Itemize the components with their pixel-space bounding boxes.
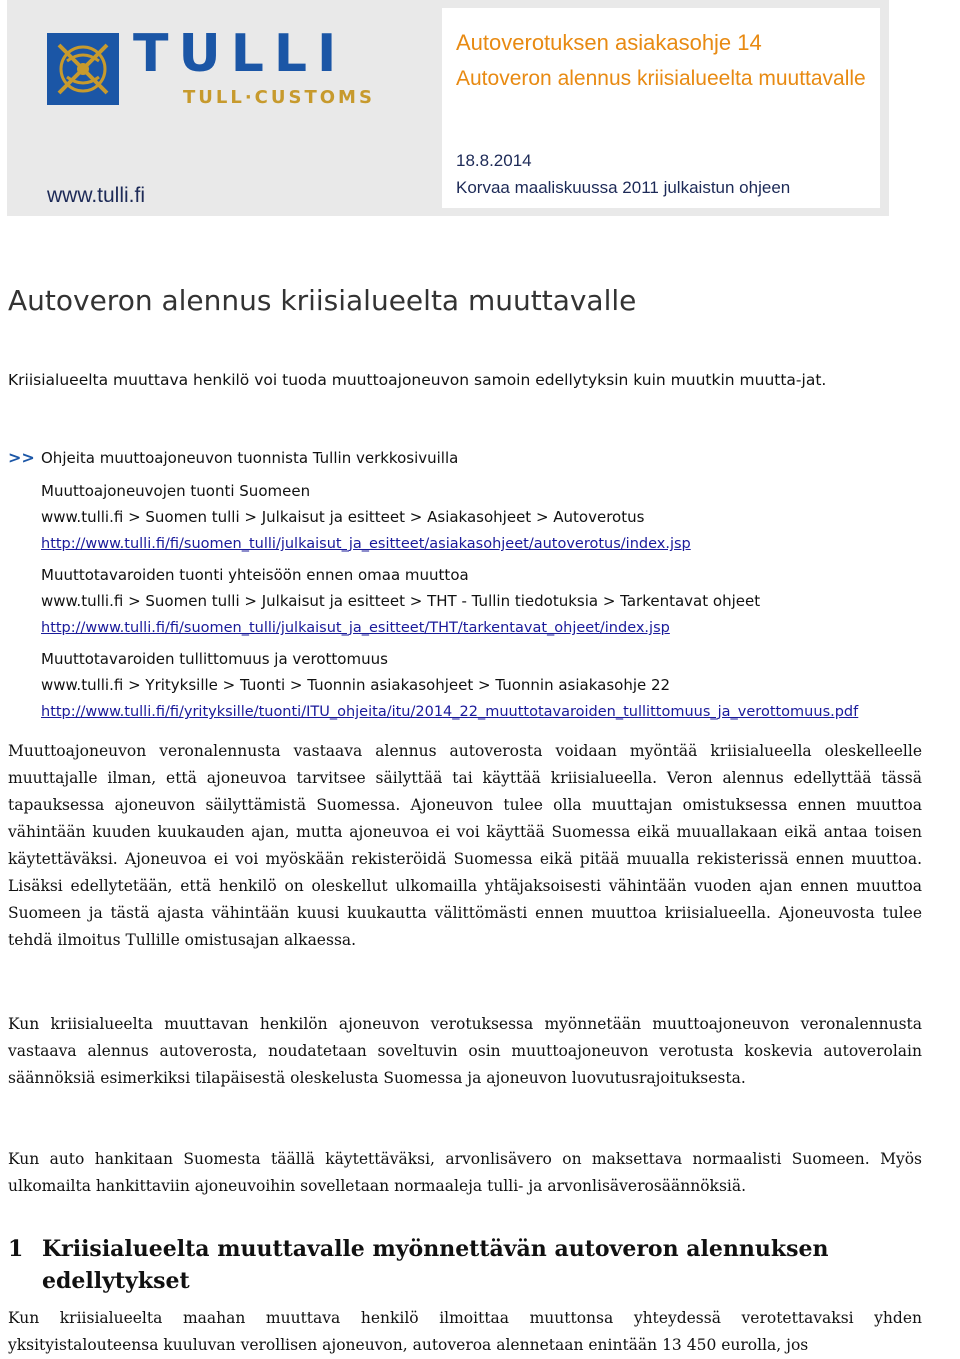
link-group xyxy=(41,478,958,556)
links-header xyxy=(8,444,958,472)
customs-emblem-icon xyxy=(47,33,119,105)
link-breadcrumb: www.tulli.fi > Yrityksille > Tuonti > Tuonnin asiakasohjeet > Tuonnin asiakasohje 22 xyxy=(41,676,671,694)
page-title: Autoveron alennus kriisialueelta muuttavalle xyxy=(8,284,637,317)
body-paragraph: Kun kriisialueelta muuttavan henkilön ajoneuvon verotuksessa myönnetään muuttoajoneuvon veronalennusta vastaava alennus autoverosta, noudatetaan soveltuvin osin muuttoajoneuvon verotusta koskevia autoverolain säännöksiä esimerkiksi tilapäisestä oleskelusta Suomessa ja ajoneuvon luovutusrajoituksesta. xyxy=(8,1015,922,1087)
header-left xyxy=(7,0,431,216)
double-arrow-icon: >> xyxy=(8,448,35,467)
section-number: 1 xyxy=(8,1236,24,1262)
section-title: Kriisialueelta muuttavalle myönnettävän autoveron alennuksen edellytykset xyxy=(42,1236,829,1294)
link-title: Muuttotavaroiden tuonti yhteisöön ennen omaa muuttoa xyxy=(41,566,469,584)
links-heading: Ohjeita muuttoajoneuvon tuonnista Tullin verkkosivuilla xyxy=(41,449,459,467)
link-url[interactable]: http://www.tulli.fi/fi/suomen_tulli/julkaisut_ja_esitteet/asiakasohjeet/autoverotus/index.jsp xyxy=(41,536,691,552)
body-paragraph: Kun kriisialueelta maahan muuttava henkilö ilmoittaa muuttonsa yhteydessä verotettavaksi yhden yksityistalouteensa kuuluvan verollisen ajoneuvon, autoveroa alennetaan enintään 13 450 eurolla, jos xyxy=(8,1309,922,1354)
document-subtitle: Autoveron alennus kriisialueelta muuttavalle xyxy=(456,67,866,90)
link-group xyxy=(41,646,958,724)
document-replaces-note: Korvaa maaliskuussa 2011 julkaistun ohjeen xyxy=(456,178,791,197)
intro-paragraph: Kriisialueelta muuttava henkilö voi tuoda muuttoajoneuvon samoin edellytyksin kuin muutkin muutta-jat. xyxy=(8,371,827,389)
body-paragraph: Muuttoajoneuvon veronalennusta vastaava alennus autoverosta voidaan myöntää kriisialueella oleskelleelle muuttajalle ilman, että ajoneuvoa tarvitsee säilyttää tai käyttää kriisialueella. Veron alennus edellyttää tässä tapauksessa ajoneuvon säilyttämistä Suomessa. Ajoneuvon tulee olla muuttajan omistuksessa ennen muuttoa vähintään kuuden kuukauden ajan, mutta ajoneuvoa ei voi käyttää Suomessa eikä muuallakaan eikä antaa toisen käytettäväksi. Ajoneuvoa ei voi myöskään rekisteröidä Suomessa eikä pitää muualla rekisterissä ennen muuttoa. Lisäksi edellytetään, että henkilö on oleskellut ulkomailla yhtäjaksoisesti vähintään vuoden ajan ennen muuttoa Suomeen ja tästä ajasta vähintään kuusi kuukautta välittömästi ennen muuttoa kriisialueella. Ajoneuvosta tulee tehdä ilmoitus Tullille omistusajan alkaessa. xyxy=(8,742,922,949)
document-series-title: Autoverotuksen asiakasohje 14 xyxy=(456,30,762,55)
link-group xyxy=(41,562,958,640)
link-url[interactable]: http://www.tulli.fi/fi/yrityksille/tuonti/ITU_ohjeita/itu/2014_22_muuttotavaroiden_tullittomuus_ja_verottomuus.pdf xyxy=(41,704,859,720)
logo-wordmark: TULLI xyxy=(133,24,347,84)
header-info-panel xyxy=(442,8,880,208)
link-breadcrumb: www.tulli.fi > Suomen tulli > Julkaisut ja esitteet > THT - Tullin tiedotuksia > Tarkentavat ohjeet xyxy=(41,592,761,610)
body-paragraph: Kun auto hankitaan Suomesta täällä käytettäväksi, arvonlisävero on maksettava normaalisti Suomeen. Myös ulkomailta hankittaviin ajoneuvoihin sovelletaan normaaleja tulli- ja arvonlisäverosäännöksiä. xyxy=(8,1150,922,1195)
logo-subwordmark: TULL·CUSTOMS xyxy=(183,87,375,108)
link-url[interactable]: http://www.tulli.fi/fi/suomen_tulli/julkaisut_ja_esitteet/THT/tarkentavat_ohjeet/index.jsp xyxy=(41,620,670,636)
document-date: 18.8.2014 xyxy=(456,151,532,170)
link-title: Muuttoajoneuvojen tuonti Suomeen xyxy=(41,482,311,500)
link-title: Muuttotavaroiden tullittomuus ja verottomuus xyxy=(41,650,388,668)
website-link[interactable]: www.tulli.fi xyxy=(47,184,146,207)
link-breadcrumb: www.tulli.fi > Suomen tulli > Julkaisut ja esitteet > Asiakasohjeet > Autoverotus xyxy=(41,508,645,526)
related-links-section xyxy=(8,444,958,724)
